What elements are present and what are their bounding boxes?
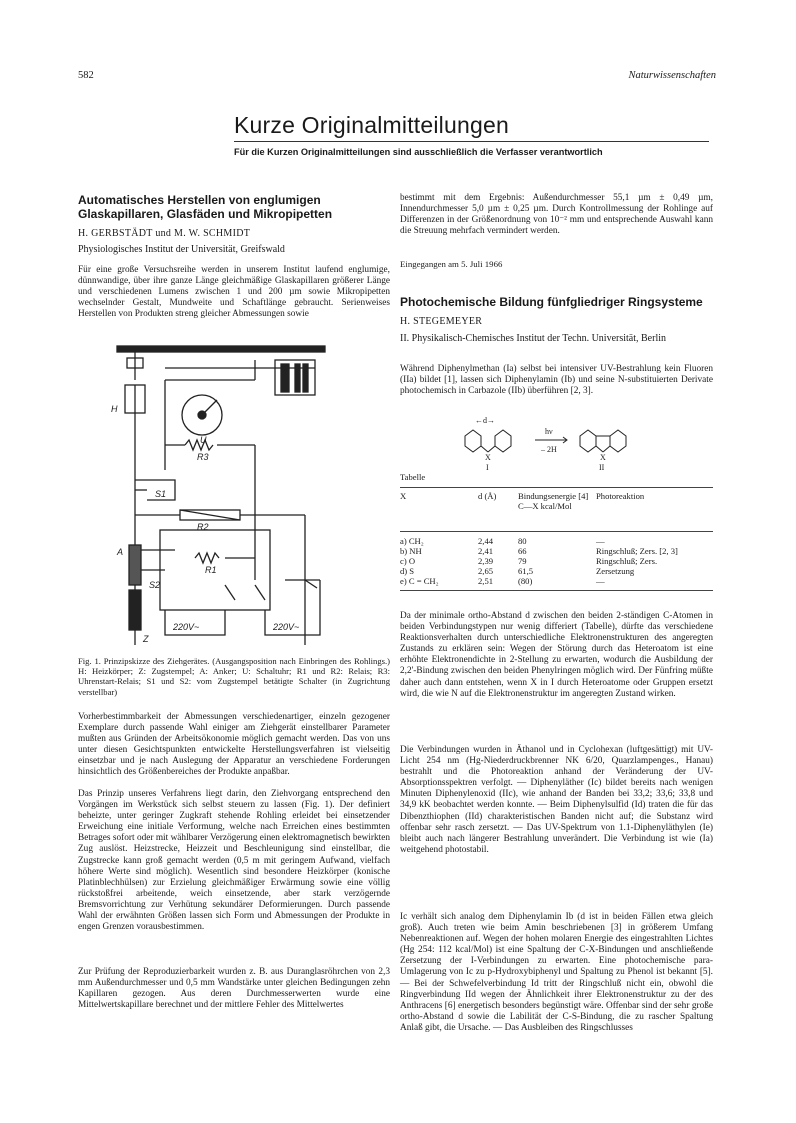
- figure-1-caption: Fig. 1. Prinzipskizze des Ziehgerätes. (Ausgangsposition nach Einbringen des Rohlings.) H: Heizkörper; Z: Zugstempel; A: Anker; U: Schaltuhr; R1 und R2: Relais; R3: Uhrenstart-Relais; S1 und S2: vom Zugstempel betätigte Schalter (in Zugrichtung verstellbar): [78, 656, 390, 697]
- fig-label-s2: S2: [149, 580, 161, 590]
- table-cell: 2,39: [478, 556, 494, 566]
- table-cell: 2,41: [478, 546, 494, 556]
- reaction-scheme: [455, 414, 655, 472]
- table-bottom-rule: [400, 590, 713, 591]
- table-top-rule: [400, 487, 713, 488]
- table-header-x: X: [400, 491, 407, 501]
- scheme-compound-ii: II: [599, 463, 605, 472]
- fig-label-voltage-2: 220V~: [273, 622, 300, 632]
- figure-1-circuit-diagram: [105, 340, 355, 645]
- table-cell: 66: [518, 546, 527, 556]
- page-number: 582: [78, 70, 94, 81]
- article1-paragraph-2: Vorherbestimmbarkeit der Abmessungen verschiedenartiger, einzeln gezogener Exemplare durch passende Wahl einiger am Ziehgerät einstellbarer Parameter mußten aus Gründen der Arbeitsökonomie möglich gemacht werden. Das von uns unter diesen Gesichtspunkten entwickelte Herstellungsverfahren ist vielseitig einsetzbar und je nach Auslegung der Apparatur an verschiedene Forderungen hinsichtlich des Größenbereiches der Produkte anpaßbar.: [78, 712, 390, 778]
- article2-paragraph-1: Während Diphenylmethan (Ia) selbst bei intensiver UV-Bestrahlung kein Fluoren (IIa) bildet [1], lassen sich Diphenylamin (Ib) und seine N-substituierten Derivate photochemisch in Carbazole (IIb) überführen [2, 3].: [400, 364, 713, 397]
- scheme-distance-label: ←d→: [475, 416, 495, 425]
- scheme-x-label-1: X: [485, 453, 491, 462]
- table-header-row: [400, 491, 713, 527]
- table-header-distance: d (Å): [478, 491, 497, 501]
- article1-continuation: bestimmt mit dem Ergebnis: Außendurchmesser 55,1 µm ± 0,49 µm, Innendurchmesser 5,0 µm ± 0,25 µm. Durch Kontrollmessung der Rohlinge auf Differenzen in der Größenordnung von 10⁻² mm und entsprechende Auswahl kann die Streuung mehrfach vermindert werden.: [400, 193, 713, 237]
- fig-label-r3: R3: [197, 452, 209, 462]
- article1-institution: Physiologisches Institut der Universität, Greifswald: [78, 244, 285, 255]
- scheme-hv-label: hν: [545, 427, 553, 436]
- fig-label-r2: R2: [197, 522, 209, 532]
- article2-title: Photochemische Bildung fünfgliedriger Ringsysteme: [400, 295, 703, 309]
- table-caption: Tabelle: [400, 472, 426, 482]
- table-cell: —: [596, 536, 605, 546]
- table-cell: a) CH₂: [400, 536, 424, 546]
- table-cell: 80: [518, 536, 527, 546]
- table-cell: Ringschluß; Zers. [2, 3]: [596, 546, 678, 556]
- table-cell: d) S: [400, 566, 415, 576]
- scheme-compound-i: I: [486, 463, 489, 472]
- fig-label-voltage-1: 220V~: [173, 622, 200, 632]
- scheme-minus-2h-label: – 2H: [541, 445, 557, 454]
- scheme-x-label-2: X: [600, 453, 606, 462]
- table-cell: (80): [518, 576, 533, 586]
- section-divider: [234, 141, 709, 142]
- table-cell: 61,5: [518, 566, 534, 576]
- table-cell: 79: [518, 556, 527, 566]
- article1-title: Automatisches Herstellen von englumigen Glaskapillaren, Glasfäden und Mikropipetten: [78, 193, 333, 221]
- table-cell: Ringschluß; Zers.: [596, 556, 658, 566]
- table-header-rule: [400, 531, 713, 532]
- table-cell: Zersetzung: [596, 566, 635, 576]
- article1-authors: H. GERBSTÄDT und M. W. SCHMIDT: [78, 228, 251, 239]
- fig-label-z: Z: [143, 634, 149, 644]
- fig-label-s1: S1: [155, 489, 167, 499]
- table-cell: e) C = CH₂: [400, 576, 439, 586]
- article1-paragraph-4: Zur Prüfung der Reproduzierbarkeit wurden z. B. aus Duranglasröhrchen von 2,3 mm Außendurchmesser und 0,5 mm Wandstärke unter gleichen Bedingungen zehn Kapillaren gezogen. Aus deren Durchmesserwerten wurde eine Mittelwertskapillare berechnet und der mittlere Fehler des Mittelwertes: [78, 967, 390, 1011]
- table-cell: c) O: [400, 556, 416, 566]
- section-title: Kurze Originalmitteilungen: [234, 112, 509, 138]
- table-cell: —: [596, 576, 605, 586]
- table-cell: 2,44: [478, 536, 494, 546]
- table-cell: 2,51: [478, 576, 494, 586]
- fig-label-h: H: [111, 404, 118, 414]
- section-subtitle: Für die Kurzen Originalmitteilungen sind ausschließlich die Verfasser verantwortlich: [234, 147, 603, 157]
- article1-received-date: Eingegangen am 5. Juli 1966: [400, 259, 503, 269]
- table-cell: 2,65: [478, 566, 494, 576]
- article2-paragraph-3: Die Verbindungen wurden in Äthanol und in Cyclohexan (luftgesättigt) mit UV-Licht 254 nm (Hg-Niederdruckbrenner NK 6/20, Quarzlampenges., Hanau) bestrahlt und die Photoreaktion anhand der Veränderung der UV-Absorptionsspektren verfolgt. — Diphenyläther (Ic) bildet bereits nach wenigen Minuten Diphenylenoxid (IIc), wie anhand der Banden bei 33,2; 33,6; 33,8 und 34,9 kK beobachtet werden konnte. — Beim Diphenylsulfid (Id) traten die für das Dibenzthiophen (IId) charakteristischen Banden nicht auf; die Substanz wird offenbar sehr rasch zersetzt. — Das UV-Spektrum von 1.1-Diphenyläthylen (Ie) bleibt auch nach längerer Bestrahlung unverändert. Die Verbindung ist wie (Ia) weitgehend photostabil.: [400, 745, 713, 855]
- article1-paragraph-1: Für eine große Versuchsreihe werden in unserem Institut laufend englumige, dünnwandige, über ihre ganze Länge gleichmäßige Glaskapillaren größerer Länge und verschiedenen Lumens zwischen 1 und 200 µm sowie Mikropipetten wechselnder Gestalt, Mundweite und Schaftlänge gebraucht. Serienweises Herstellen von Produkten streng gleicher Abmessungen sowie: [78, 265, 390, 320]
- data-table: [400, 472, 713, 597]
- fig-label-r1: R1: [205, 565, 217, 575]
- fig-label-u: U: [200, 435, 207, 445]
- journal-name: Naturwissenschaften: [628, 70, 716, 81]
- article2-paragraph-4: Ic verhält sich analog dem Diphenylamin Ib (d ist in beiden Fällen etwa gleich groß). Auch treten wie beim Amin beschriebenen [3] in größerem Umfang Nebenreaktionen auf. Wegen der hohen molaren Energie des eingestrahlten Lichtes (Hg 254: 112 kcal/Mol) ist eine Spaltung der C-X-Bindungen und anschließende Zersetzung der I-Verbindungen zu erwarten. Eine photochemische para-Umlagerung von Ic zu p-Hydroxybiphenyl und Spaltung zu Phenol ist bekannt [5]. — Bei der Schwefelverbindung Id tritt der Ringschluß nicht ein, obwohl die Ringverbindung IId wegen der Ähnlichkeit ihrer Elektronenstruktur zu der des Anthracens [6] energetisch besonders begünstigt wäre. Offenbar sind der sehr große ortho-Abstand d sowie die Labilität der C-S-Bindung, die zu rascher Spaltung Anlaß gibt, die Ursache. — Das Ausbleiben des Ringschlusses: [400, 912, 713, 1033]
- article2-authors: H. STEGEMEYER: [400, 316, 483, 327]
- table-cell: b) NH: [400, 546, 422, 556]
- table-header-reaction: Photoreaktion: [596, 491, 645, 501]
- article2-paragraph-2: Da der minimale ortho-Abstand d zwischen den beiden 2-ständigen C-Atomen in beiden Verbindungstypen nur wenig differiert (Tabelle), dürfte das verschiedene Reaktionsverhalten durch unterschiedliche Elektronenstrukturen des angeregten Zustands zu erklären sein: Wegen der Störung durch das Heteroatom ist eine erhöhte Elektronendichte in 2-Stellung zu erwarten, wodurch die Ausbildung der 2,2'-Bindung zwischen den beiden Phenylringen möglich wird. Der Fünfring müßte daher auch dann entstehen, wenn X in I durch Heteroatome oder Gruppen ersetzt wird, die wie N auf die Elektronenstruktur im angeregten Zustand wirken.: [400, 611, 713, 699]
- article2-institution: II. Physikalisch-Chemisches Institut der Techn. Universität, Berlin: [400, 333, 667, 344]
- article1-paragraph-3: Das Prinzip unseres Verfahrens liegt darin, den Ziehvorgang entsprechend den Vorgängen im Werkstück sich selbst steuern zu lassen (Fig. 1). Der definiert beheizte, unter geringer Zugkraft stehende Rohling erleidet bei einsetzender Erweichung eine initiale Verformung, welche nach Erreichen eines bestimmten Betrages sofort oder mit wählbarer Verzögerung einen elektromagnetisch bewirkten Zug auslöst. Heizstrecke, Heizzeit und Beschleunigung sind einstellbar, die Zugstrecke kann groß gemacht werden (0,5 m mit geringem Aufwand, vielfach höhere Werte sind möglich). Wesentlich sind besondere Heizkörper (konische Platinblechhülsen) zur Erzielung gleichmäßiger Erwärmung sowie eine völlig rückstoßfrei arbeitende, weich einsetzende, aber stark verzögernde Bremsvorrichtung zur Verhütung sekundärer Deformierungen. Durch passende Wahl der erwähnten Größen lassen sich Form und Abmessungen der Produkte in engen Grenzen vorausbestimmen.: [78, 789, 390, 933]
- fig-label-a: A: [117, 547, 124, 557]
- table-header-energy: Bindungsenergie [4] C—X kcal/Mol: [518, 491, 589, 511]
